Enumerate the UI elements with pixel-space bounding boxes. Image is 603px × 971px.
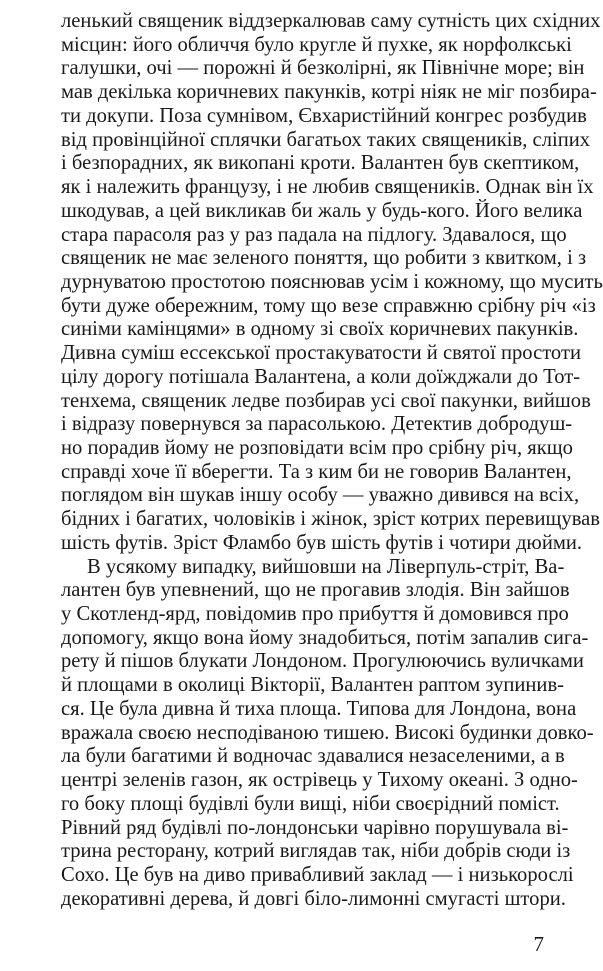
text-line: центрі зеленів газон, як острівець у Тихому океані. З одно- <box>61 769 578 791</box>
text-line: синіми камінцями» в одному зі своїх коричневих пакунків. <box>61 318 579 341</box>
text-line: мав декілька коричневих пакунків, котрі ніяк не міг позбира- <box>61 81 597 104</box>
text-line: декоративні дерева, й довгі біло-лимонні смугасті штори. <box>61 887 566 910</box>
text-line: тенхема, священик ледве позбирав усі свої пакунки, вийшов <box>61 389 591 412</box>
text-line: Дивна суміш ессекської простакуватости й святої простоти <box>61 342 581 365</box>
text-line: ла були багатими й водночас здавалися незаселеними, а в <box>61 745 565 768</box>
text-line: священик не має зеленого поняття, що робити з квитком, і з <box>61 247 587 270</box>
text-line: місцин: його обличчя було кругле й пухке, як норфолкські <box>61 33 572 56</box>
text-line: допомогу, якщо вона йому знадобиться, потім запалив сига- <box>61 626 589 649</box>
text-line: справді хоче її вберегти. Та з ким би не говорив Валантен, <box>61 460 572 483</box>
text-line: від провінційної сплячки багатьох таких священиків, сліпих <box>61 128 591 151</box>
text-line: В усякому випадку, вийшовши на Ліверпуль-стріт, Ва- <box>87 555 565 578</box>
text-line: бути дуже обережним, тому що везе справжню срібну річ «із <box>61 294 596 317</box>
text-line: шкодував, а цей викликав би жаль у будь-кого. Його велика <box>61 199 583 222</box>
text-line: і безпорадних, як викопані кроти. Валантен був скептиком, <box>61 152 580 175</box>
text-line: ся. Це була дивна й тиха площа. Типова для Лондона, вона <box>61 697 577 720</box>
text-line: поглядом він шукав іншу особу — уважно дивився на всіх, <box>61 484 580 507</box>
text-line: галушки, очі — порожні й безколірні, як Північне море; він <box>61 57 585 80</box>
text-line: трина ресторану, котрий виглядав так, ніби добрів сюди із <box>61 840 571 863</box>
text-line: го боку площі будівлі були вищі, ніби своєрідний поміст. <box>61 792 560 815</box>
text-line: бідних і багатих, чоловіків і жінок, зріст котрих перевищував <box>61 508 601 531</box>
text-line: ти докупи. Поза сумнівом, Євхаристійний конгрес розбудив <box>61 104 587 127</box>
text-line: рету й пішов блукати Лондоном. Прогулюючись вуличками <box>61 650 584 673</box>
text-line: стара парасоля раз у раз падала на підлогу. Здавалося, що <box>61 223 567 246</box>
text-line: і відразу повернувся за парасолькою. Детектив добродуш- <box>61 413 573 436</box>
text-line: цілу дорогу потішала Валантена, а коли доїжджали до Тот- <box>61 365 581 388</box>
text-line: ленький священик віддзеркалював саму сутність цих східних <box>61 10 601 32</box>
text-line: Сохо. Це був на диво привабливий заклад — і низькорослі <box>61 863 574 886</box>
text-line: вражала своєю несподіваною тишею. Високі будинки довко- <box>61 721 594 744</box>
text-line: Рівний ряд будівлі по-лондонськи чарівно порушувала ві- <box>61 816 569 839</box>
text-line: дурнуватою простотою пояснював усім і кожному, що мусить <box>61 270 603 293</box>
text-line: як і належить французу, і не любив священиків. Однак він їх <box>61 176 594 198</box>
text-line: но порадив йому не розповідати всім про срібну річ, якщо <box>61 437 573 459</box>
page-number: 7 <box>533 932 544 956</box>
text-line: шість футів. Зріст Фламбо був шість футів і чотири дюйми. <box>61 531 583 554</box>
text-line: у Скотленд-ярд, повідомив про прибуття й домовився про <box>61 603 569 625</box>
text-line: лантен був упевнений, що не прогавив злодія. Він зайшов <box>61 579 570 602</box>
text-line: й площами в околиці Вікторії, Валантен раптом зупинив- <box>61 674 565 697</box>
